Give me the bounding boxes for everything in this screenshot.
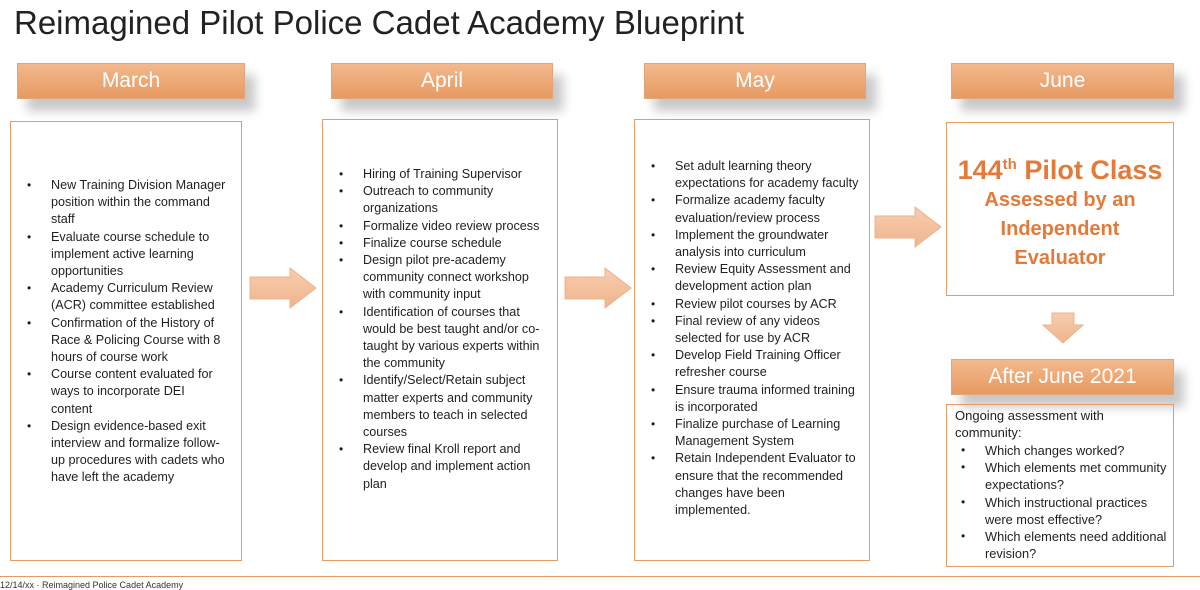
list-item: • Review Equity Assessment and development action plan: [675, 261, 859, 295]
header-may: May: [644, 63, 866, 99]
list-item: • Which instructional practices were most effective?: [985, 494, 1167, 528]
list-item: • Identification of courses that would be best taught and/or co-taught by various experts within the community: [363, 304, 547, 373]
header-after-june: After June 2021: [951, 359, 1174, 395]
pilot-class-box: [946, 122, 1174, 296]
arrow-right-icon: [873, 205, 943, 249]
list-item: • Hiring of Training Supervisor: [363, 166, 547, 183]
list-item: • Set adult learning theory expectations for academy faculty: [675, 158, 859, 192]
pilot-line-3: Independent: [1000, 218, 1120, 240]
list-item: • Academy Curriculum Review (ACR) committee established: [51, 280, 227, 314]
pilot-line-2: Assessed by an: [984, 189, 1136, 211]
list-item: • Final review of any videos selected for use by ACR: [675, 313, 859, 347]
after-list: [955, 442, 1167, 562]
list-item: • Which elements met community expectations?: [985, 459, 1167, 493]
list-item: • Outreach to community organizations: [363, 183, 547, 217]
list-item: • Retain Independent Evaluator to ensure that the recommended changes have been implemented.: [675, 450, 859, 519]
list-item: • Review final Kroll report and develop and implement action plan: [363, 441, 547, 493]
list-item: • Ensure trauma informed training is incorporated: [675, 382, 859, 416]
list-item: • Formalize video review process: [363, 218, 547, 235]
footer-text: 12/14/xx · Reimagined Police Cadet Academy: [0, 580, 184, 590]
list-item: • Design evidence-based exit interview and formalize follow-up procedures with cadets who have left the academy: [51, 418, 227, 487]
pilot-class-title: 144th Pilot Class: [957, 155, 1163, 185]
header-june: June: [951, 63, 1174, 99]
pilot-line-4: Evaluator: [1014, 247, 1106, 269]
header-april: April: [331, 63, 553, 99]
list-item: • Implement the groundwater analysis into curriculum: [675, 227, 859, 261]
list-item: • Confirmation of the History of Race & Policing Course with 8 hours of course work: [51, 315, 227, 367]
april-list: [323, 166, 557, 493]
list-item: • Which elements need additional revision?: [985, 528, 1167, 562]
arrow-right-icon: [248, 266, 318, 310]
list-item: • Course content evaluated for ways to incorporate DEI content: [51, 366, 227, 418]
march-box: [10, 121, 242, 561]
list-item: • Design pilot pre-academy community connect workshop with community input: [363, 252, 547, 304]
after-intro: Ongoing assessment with community:: [955, 408, 1104, 440]
after-june-box: [946, 404, 1174, 567]
list-item: • Review pilot courses by ACR: [675, 296, 859, 313]
list-item: • New Training Division Manager position within the command staff: [51, 177, 227, 229]
list-item: • Finalize course schedule: [363, 235, 547, 252]
list-item: • Formalize academy faculty evaluation/review process: [675, 192, 859, 226]
list-item: • Evaluate course schedule to implement active learning opportunities: [51, 229, 227, 281]
list-item: • Identify/Select/Retain subject matter experts and community members to teach in selected courses: [363, 372, 547, 441]
footer-divider: [0, 576, 1200, 577]
page-title: Reimagined Pilot Police Cadet Academy Blueprint: [14, 4, 745, 41]
may-box: [634, 119, 870, 561]
list-item: • Finalize purchase of Learning Management System: [675, 416, 859, 450]
header-march: March: [17, 63, 245, 99]
march-list: [11, 177, 241, 487]
list-item: • Which changes worked?: [985, 442, 1167, 459]
arrow-down-icon: [1041, 311, 1085, 345]
list-item: • Develop Field Training Officer refresher course: [675, 347, 859, 381]
april-box: [322, 119, 558, 561]
arrow-right-icon: [563, 266, 633, 310]
may-list: [635, 158, 869, 519]
